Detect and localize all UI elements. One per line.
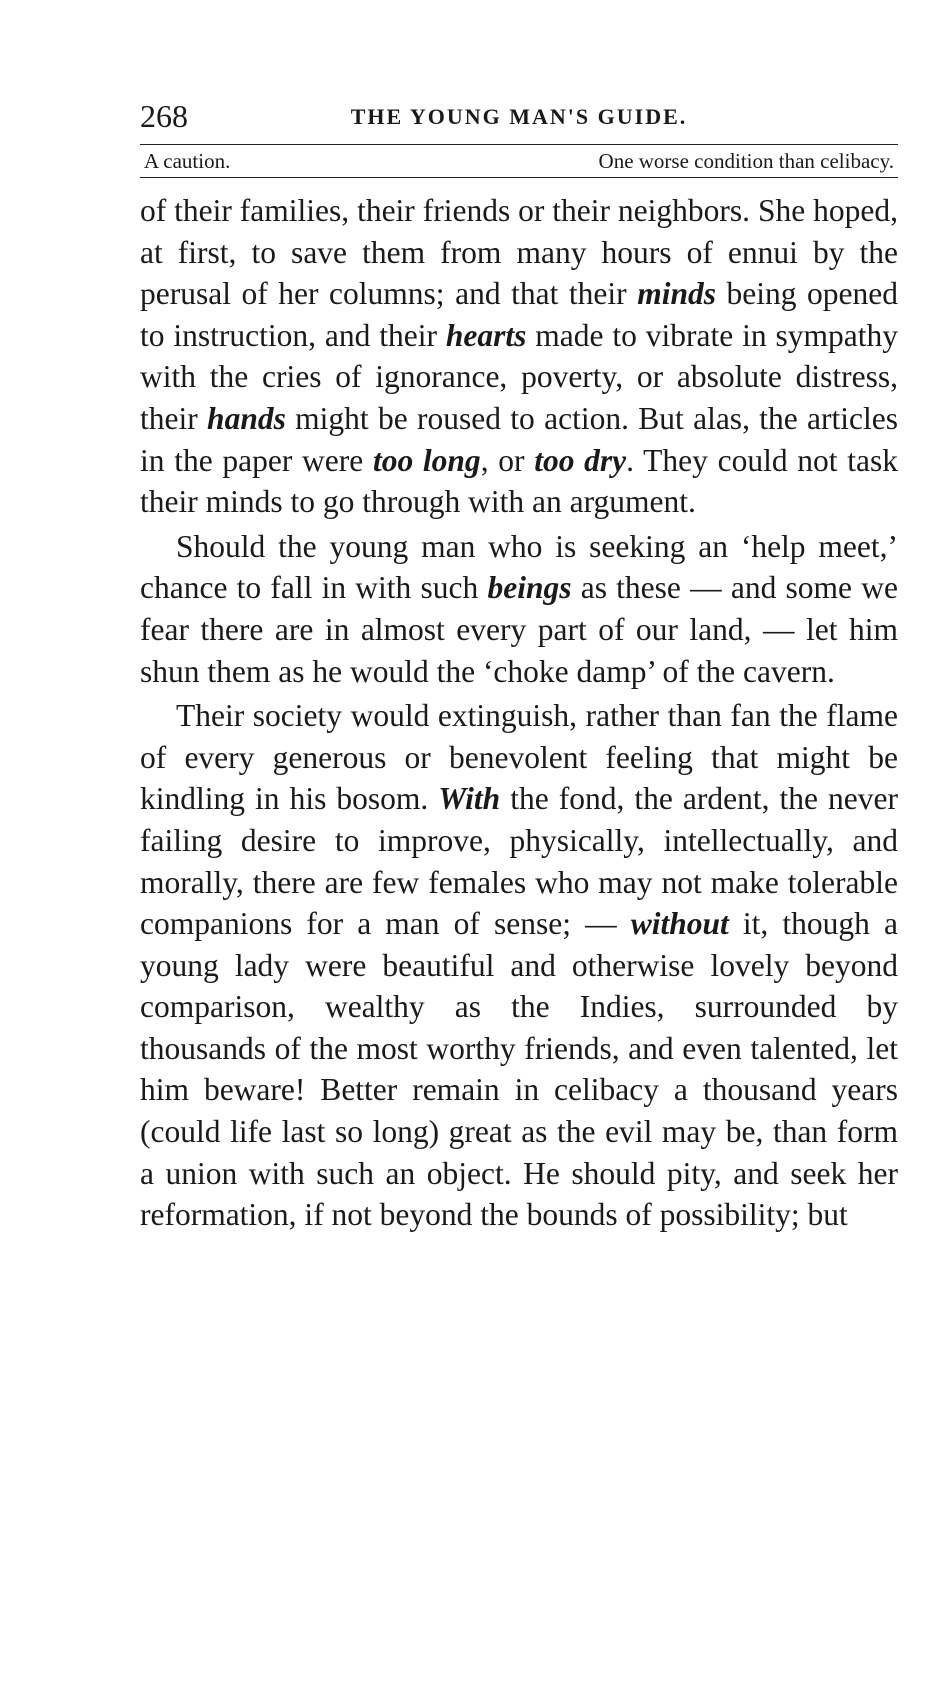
right-subhead: One worse condition than celibacy.: [598, 149, 894, 173]
text-segment: made to vibrate in sympathy with the cries of ignorance, poverty, or absolute distress, their: [140, 317, 898, 436]
text-segment: . They could not task their minds to go through with an argument.: [140, 442, 898, 520]
paragraph: [140, 695, 898, 1236]
text-segment: as these — and some we fear there are in almost every part of our land, — let him shun them as he would the ‘choke damp’ of the cavern.: [140, 570, 898, 689]
italic-text: With: [438, 781, 501, 817]
italic-text: minds: [637, 276, 716, 312]
italic-text: hands: [207, 400, 286, 436]
italic-text: hearts: [445, 317, 527, 353]
text-segment: , or: [480, 442, 535, 478]
italic-text: too long: [372, 442, 481, 478]
header-rule-bottom: [140, 177, 898, 178]
text-segment: the fond, the ardent, the never failing desire to improve, physically, intellectually, and morally, there are few females who may not make tolerable companions for a man of sense; —: [140, 781, 898, 942]
paragraph: [140, 526, 898, 692]
text-segment: Their society would extinguish, rather than fan the flame of every generous or benevolent feeling that might be kindling in his bosom.: [140, 698, 898, 817]
book-page: [140, 96, 898, 1239]
left-subhead: A caution.: [144, 149, 231, 173]
running-head: [140, 96, 898, 144]
text-segment: Should the young man who is seeking an ‘help meet,’ chance to fall in with such: [140, 528, 898, 606]
subheads: [140, 145, 898, 175]
body-text: [140, 190, 898, 1236]
text-segment: might be roused to action. But alas, the articles in the paper were: [140, 400, 898, 478]
paragraph: [140, 190, 898, 523]
book-title: THE YOUNG MAN'S GUIDE.: [350, 104, 688, 129]
text-segment: of their families, their friends or their neighbors. She hoped, at first, to save them from many hours of ennui by the perusal of her columns; and that their: [140, 193, 898, 312]
italic-text: without: [630, 906, 729, 942]
italic-text: too dry: [534, 442, 627, 478]
page-number: 268: [140, 98, 188, 134]
text-segment: it, though a young lady were beautiful and otherwise lovely beyond comparison, wealthy as the Indies, surrounded by thousands of the most worthy friends, and even talented, let him beware! Better remain in celibacy a thousand years (could life last so long) great as the evil may be, than form a union with such an object. He should pity, and seek her reformation, if not beyond the bounds of possibility; but: [140, 906, 898, 1233]
italic-text: beings: [487, 570, 572, 606]
text-segment: being opened to instruction, and their: [140, 276, 899, 353]
